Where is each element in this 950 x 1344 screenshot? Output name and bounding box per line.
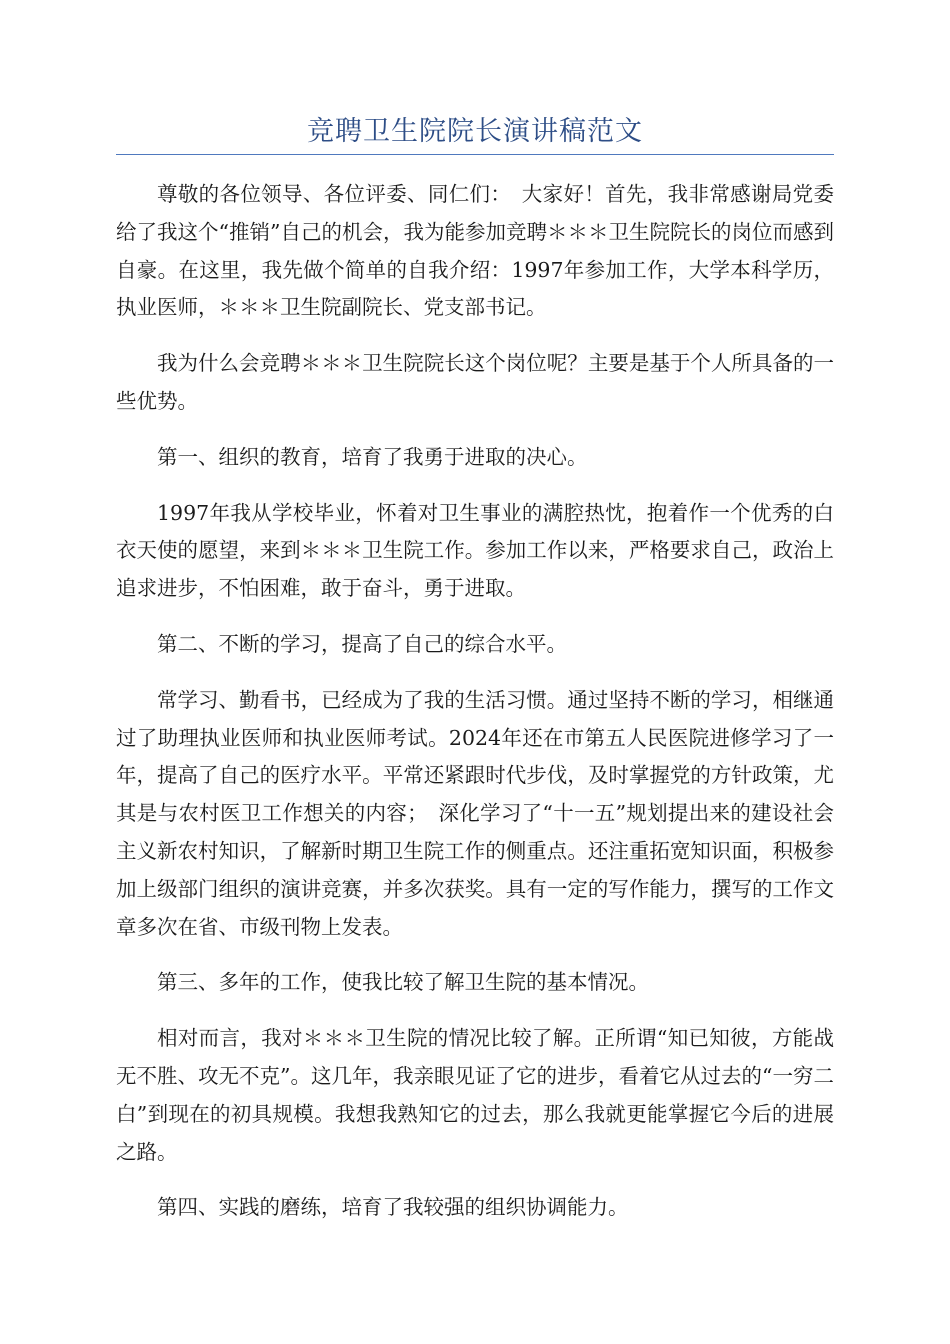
section-heading-2: 第二、不断的学习，提高了自己的综合水平。 [157,631,567,656]
paragraph-section-2: 常学习、勤看书，已经成为了我的生活习惯。通过坚持不断的学习，相继通过了助理执业医师和执业医师考试。2024年还在市第五人民医院进修学习了一年，提高了自己的医疗水平。平常还紧跟时代步伐，及时掌握党的方针政策，尤其是与农村医卫工作想关的内容； 深化学习了“十一五”规划提出来的建设社会主义新农村知识，了解新时期卫生院工作的侧重点。还注重拓宽知识面，积极参加上级部门组织的演讲竞赛，并多次获奖。具有一定的写作能力，撰写的工作文章多次在省、市级刊物上发表。 [116,687,834,939]
document-title: 竞聘卫生院院长演讲稿范文 [307,116,643,147]
paragraph-greeting-intro: 尊敬的各位领导、各位评委、同仁们： 大家好！首先，我非常感谢局党委给了我这个“推销”自己的机会，我为能参加竞聘＊＊＊卫生院院长的岗位而感到自豪。在这里，我先做个简单的自我介绍：1997年参加工作，大学本科学历，执业医师，＊＊＊卫生院副院长、党支部书记。 [116,182,834,320]
section-heading-1: 第一、组织的教育，培育了我勇于进取的决心。 [157,444,588,469]
section-heading-3: 第三、多年的工作，使我比较了解卫生院的基本情况。 [157,970,649,995]
paragraph-section-3: 相对而言，我对＊＊＊卫生院的情况比较了解。正所谓“知已知彼，方能战无不胜、攻无不克”。这几年，我亲眼见证了它的进步，看着它从过去的“一穷二白”到现在的初具规模。我想我熟知它的过去，那么我就更能掌握它今后的进展之路。 [116,1026,834,1164]
title-underline [116,154,834,155]
paragraph-why-compete: 我为什么会竞聘＊＊＊卫生院院长这个岗位呢？主要是基于个人所具备的一些优势。 [116,351,834,413]
document-body [116,176,834,1245]
section-heading-4: 第四、实践的磨练，培育了我较强的组织协调能力。 [157,1195,629,1220]
paragraph-section-1: 1997年我从学校毕业，怀着对卫生事业的满腔热忱，抱着作一个优秀的白衣天使的愿望，来到＊＊＊卫生院工作。参加工作以来，严格要求自己，政治上追求进步，不怕困难，敢于奋斗，勇于进取。 [116,500,834,601]
